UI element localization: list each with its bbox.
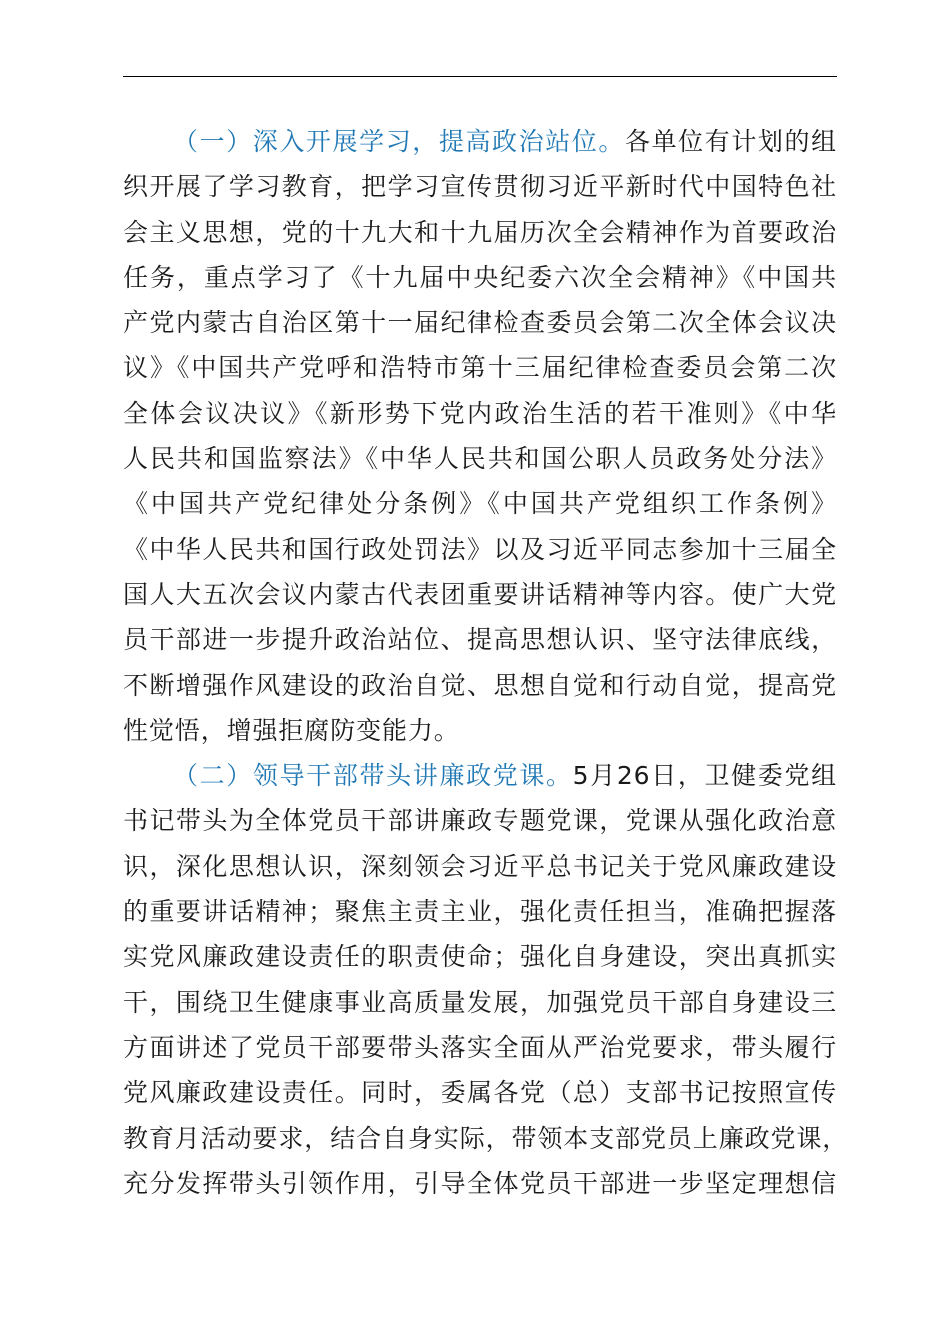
line-text: 5月26日，卫健委党组 (572, 761, 837, 791)
paragraph-line (123, 753, 837, 798)
paragraph-line: 识，深化思想认识，深刻领会习近平总书记关于党风廉政建设 (123, 851, 837, 881)
section-heading: （二）领导干部带头讲廉政党课。 (173, 761, 573, 791)
paragraph-line (123, 119, 837, 164)
section-heading: （一）深入开展学习，提高政治站位。 (173, 127, 625, 156)
paragraph-line: 实党风廉政建设责任的职责使命；强化自身建设，突出真抓实 (123, 942, 837, 972)
line-text: 各单位有计划的组 (624, 127, 837, 156)
paragraph-line: 员干部进一步提升政治站位、提高思想认识、坚守法律底线， (123, 625, 837, 655)
paragraph-line: 书记带头为全体党员干部讲廉政专题党课，党课从强化政治意 (123, 806, 837, 836)
paragraph-line: 任务，重点学习了《十九届中央纪委六次全会精神》《中国共 (123, 262, 837, 292)
paragraph-line: 国人大五次会议内蒙古代表团重要讲话精神等内容。使广大党 (123, 579, 837, 609)
paragraph-line: 的重要讲话精神；聚焦主责主业，强化责任担当，准确把握落 (123, 897, 837, 927)
header-rule (123, 76, 837, 77)
paragraph-line: 充分发挥带头引领作用，引导全体党员干部进一步坚定理想信 (123, 1168, 837, 1198)
paragraph-line: 议》《中国共产党呼和浩特市第十三届纪律检查委员会第二次 (123, 353, 837, 383)
paragraph-line: 方面讲述了党员干部要带头落实全面从严治党要求，带头履行 (123, 1032, 837, 1062)
document-body (123, 119, 849, 1206)
paragraph-line: 产党内蒙古自治区第十一届纪律检查委员会第二次全体会议决 (123, 308, 837, 338)
paragraph-line: 不断增强作风建设的政治自觉、思想自觉和行动自觉，提高党 (123, 670, 837, 700)
paragraph-line: 《中华人民共和国行政处罚法》以及习近平同志参加十三届全 (123, 534, 837, 564)
paragraph-line: 《中国共产党纪律处分条例》《中国共产党组织工作条例》 (123, 489, 837, 519)
paragraph-line: 会主义思想，党的十九大和十九届历次全会精神作为首要政治 (123, 217, 837, 247)
paragraph-line: 全体会议决议》《新形势下党内政治生活的若干准则》《中华 (123, 398, 837, 428)
paragraph-line: 党风廉政建设责任。同时，委属各党（总）支部书记按照宣传 (123, 1078, 837, 1108)
paragraph-line: 织开展了学习教育，把学习宣传贯彻习近平新时代中国特色社 (123, 172, 837, 202)
paragraph-line-last: 性觉悟，增强拒腐防变能力。 (123, 715, 460, 745)
paragraph-line: 人民共和国监察法》《中华人民共和国公职人员政务处分法》 (123, 444, 837, 474)
paragraph-line: 教育月活动要求，结合自身实际，带领本支部党员上廉政党课， (123, 1123, 849, 1153)
paragraph-line: 干，围绕卫生健康事业高质量发展，加强党员干部自身建设三 (123, 987, 837, 1017)
